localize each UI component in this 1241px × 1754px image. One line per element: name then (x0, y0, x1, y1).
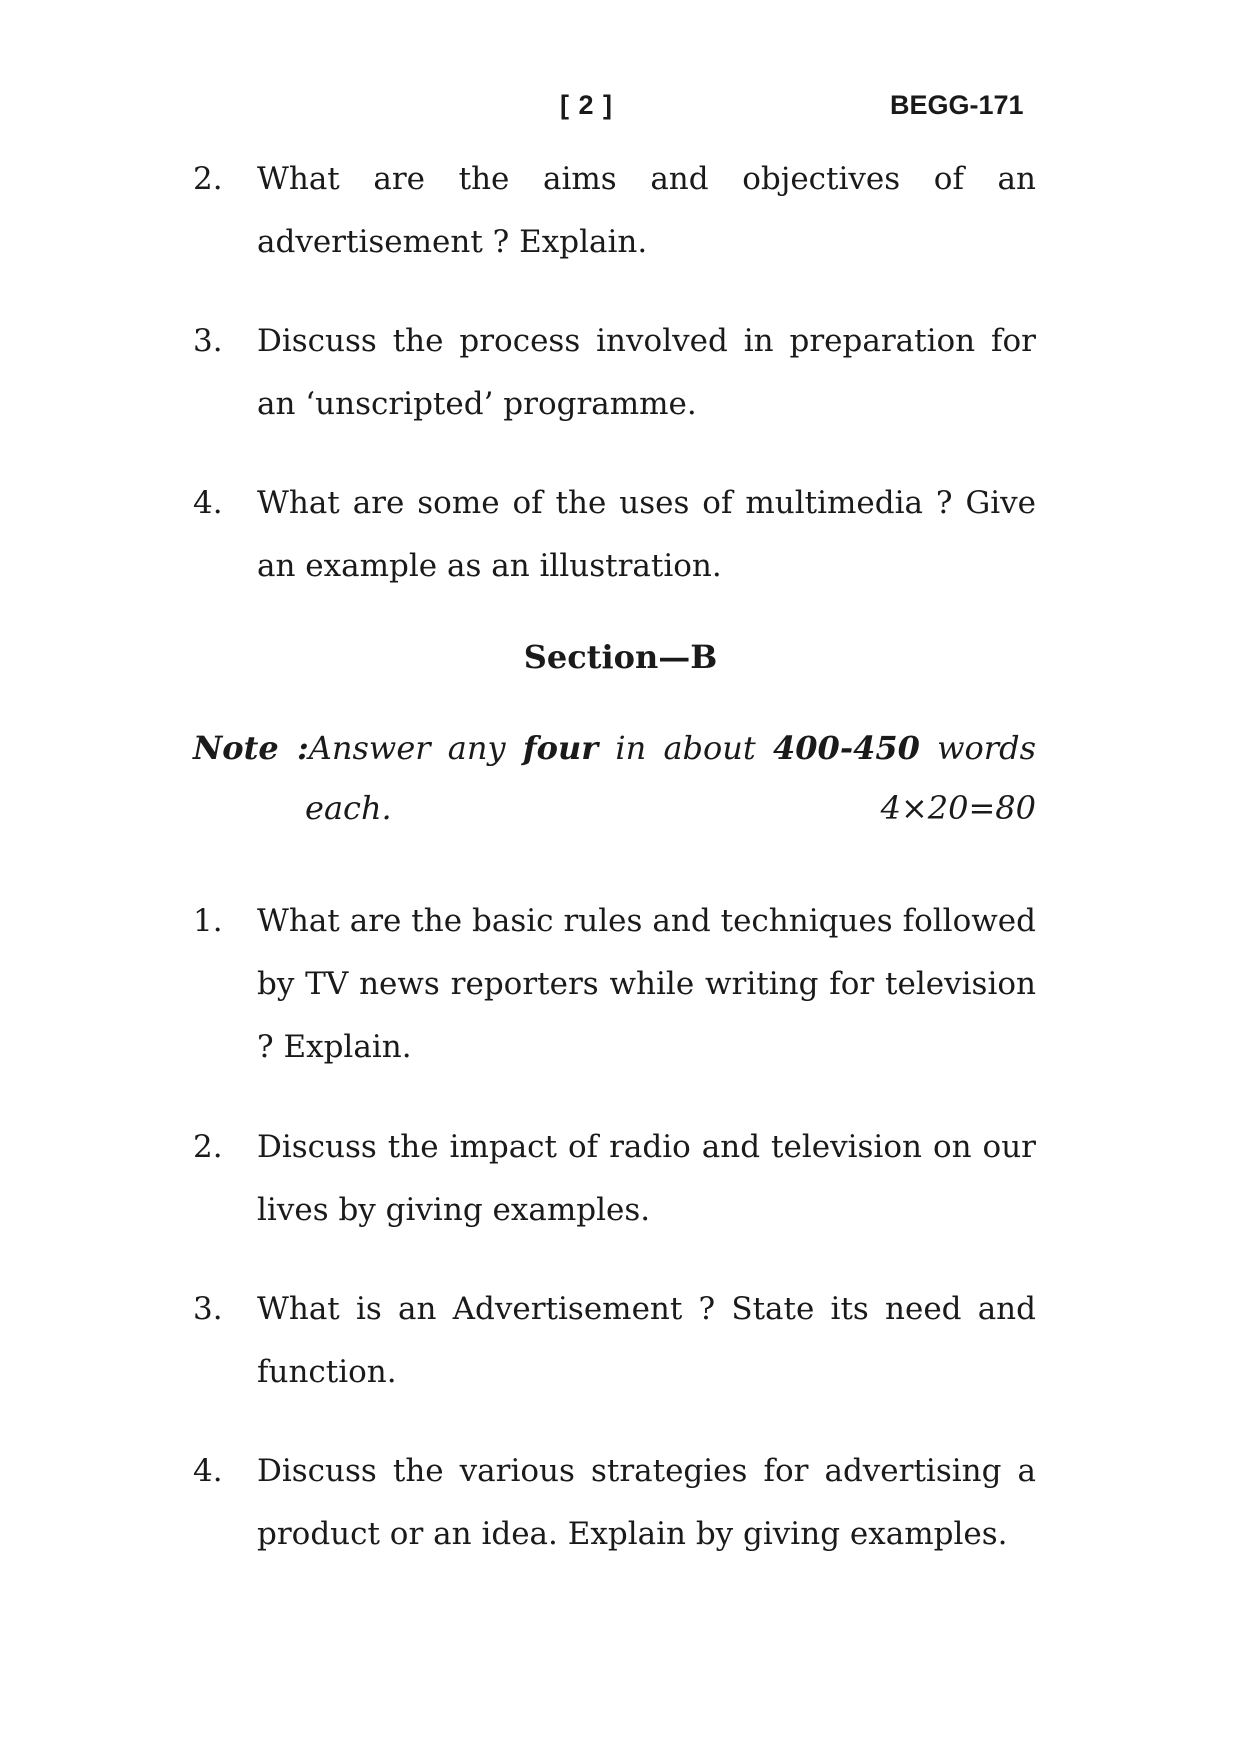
question-b-4 (193, 1440, 1036, 1566)
question-number: 1. (193, 903, 223, 939)
note-text: words (919, 729, 1037, 767)
question-a-4 (193, 472, 1036, 598)
note-marks: 4×20=80 (880, 789, 1036, 827)
note-text: Answer any (308, 729, 523, 767)
question-text: What are some of the uses of multimedia ? Give an example as an illustration. (257, 485, 1036, 584)
question-text: Discuss the process involved in preparation for an ‘unscripted’ programme. (257, 323, 1036, 422)
note-label: Note : (193, 729, 309, 767)
section-b-note (193, 718, 1036, 838)
course-code: BEGG-171 (890, 90, 1024, 120)
question-text: Discuss the impact of radio and television on our lives by giving examples. (257, 1129, 1036, 1228)
note-text: each. (305, 789, 392, 827)
page-number: [ 2 ] (560, 90, 614, 120)
question-a-3 (193, 310, 1036, 436)
note-line-1 (193, 718, 1036, 778)
question-number: 4. (193, 485, 223, 521)
question-text: Discuss the various strategies for advertising a product or an idea. Explain by giving examples. (257, 1453, 1036, 1552)
note-line-2 (193, 778, 1036, 838)
question-number: 4. (193, 1453, 223, 1489)
section-b-title: Section—B (523, 638, 718, 676)
question-b-1 (193, 890, 1036, 1079)
note-word-range: 400-450 (773, 729, 920, 767)
question-text: What are the basic rules and techniques followed by TV news reporters while writing for television ? Explain. (257, 903, 1036, 1065)
question-b-2 (193, 1116, 1036, 1242)
question-b-3 (193, 1278, 1036, 1404)
question-a-2 (193, 148, 1036, 274)
question-text: What are the aims and objectives of an advertisement ? Explain. (257, 161, 1036, 260)
question-text: What is an Advertisement ? State its need and function. (257, 1291, 1036, 1390)
question-number: 2. (193, 1129, 223, 1165)
question-number: 2. (193, 161, 223, 197)
note-text: in about (598, 729, 774, 767)
question-number: 3. (193, 323, 223, 359)
note-count: four (522, 729, 599, 767)
question-number: 3. (193, 1291, 223, 1327)
